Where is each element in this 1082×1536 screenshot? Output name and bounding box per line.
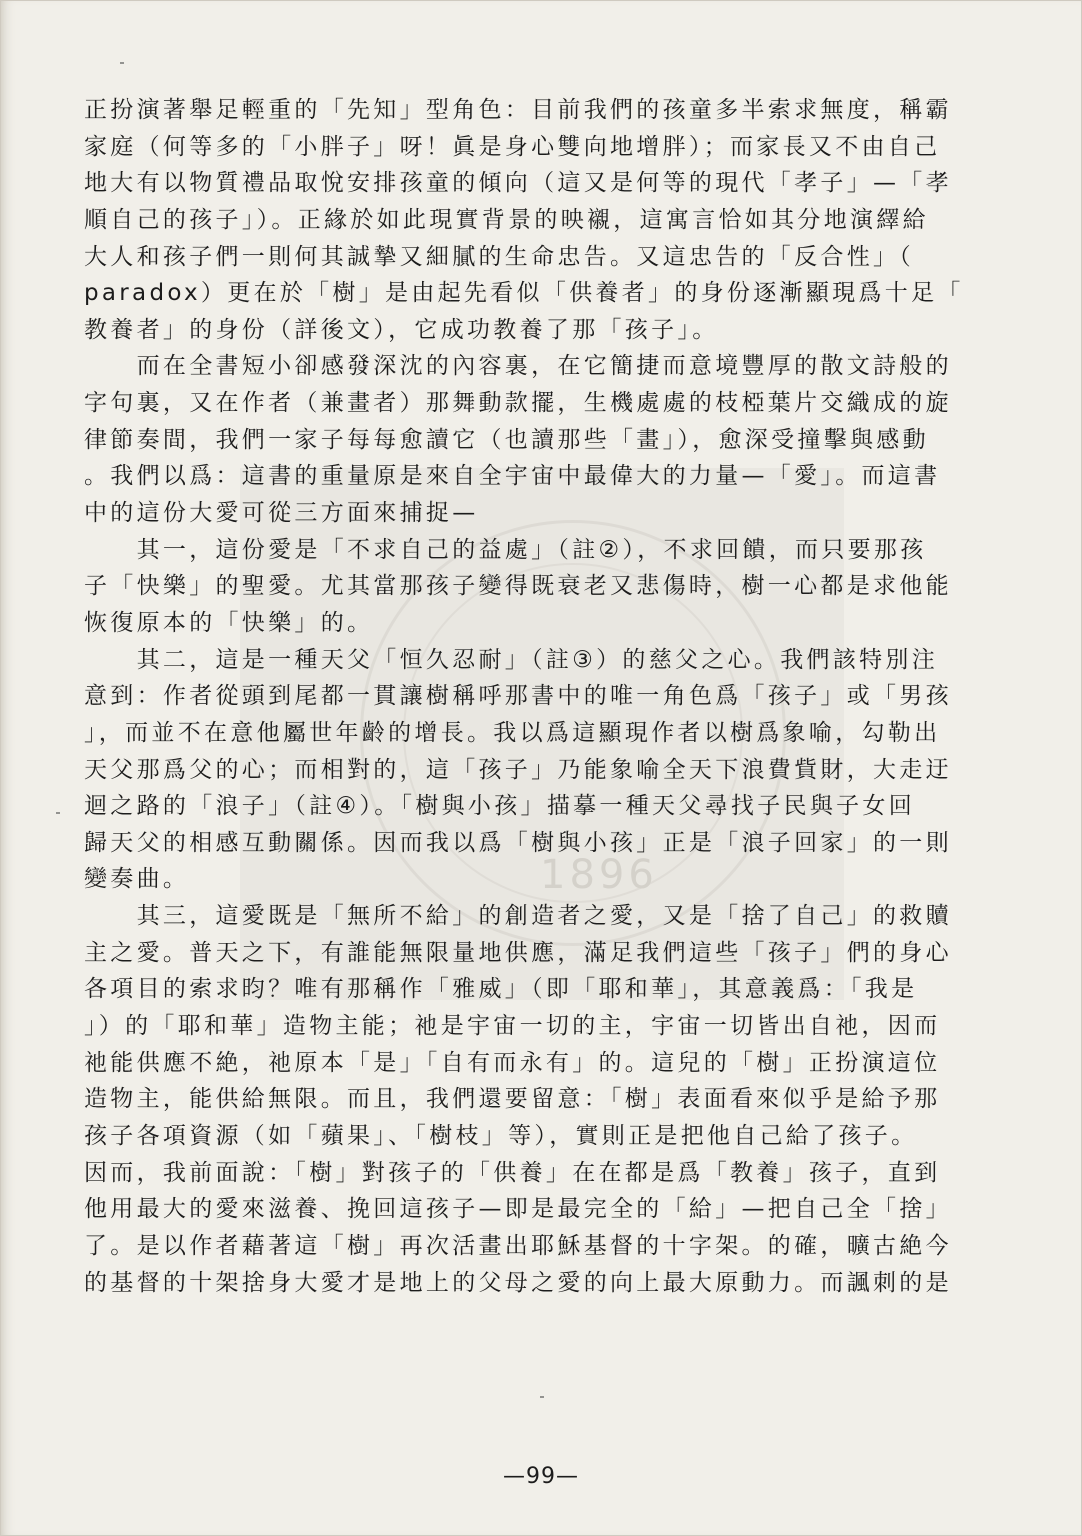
scan-speck	[540, 1396, 544, 1398]
text-line: 造物主，能供給無限。而且，我們還要留意：「樹」表面看來似乎是給予那	[84, 1086, 941, 1113]
text-line: 。我們以爲：這書的重量原是來自全宇宙中最偉大的力量—「愛」。而這書	[84, 463, 941, 490]
text-line: 其三，這愛既是「無所不給」的創造者之愛，又是「捨了自己」的救贖	[84, 903, 952, 930]
scan-speck	[56, 812, 60, 814]
seal-year: 1896	[540, 852, 658, 898]
text-line: 」）的「耶和華」造物主能；祂是宇宙一切的主，宇宙一切皆出自祂，因而	[84, 1013, 941, 1040]
text-line: 教養者」的身份（詳後文），它成功教養了那「孩子」。	[84, 316, 719, 343]
scan-speck	[120, 62, 124, 64]
text-line: 家庭（何等多的「小胖子」呀！眞是身心雙向地增胖）；而家長又不由自己	[84, 133, 941, 160]
text-line: 歸天父的相感互動關係。因而我以爲「樹與小孩」正是「浪子回家」的一則	[84, 829, 952, 856]
text-line: 變奏曲。	[84, 866, 190, 893]
text-line: 大人和孩子們一則何其誠摯又細膩的生命忠告。又這忠告的「反合性」（	[84, 243, 915, 270]
text-line: 字句裏，又在作者（兼畫者）那舞動款擺，生機處處的枝椏葉片交織成的旋	[84, 390, 952, 417]
page-number: —99—	[503, 1464, 579, 1489]
text-line: paradox）更在於「樹」是由起先看似「供養者」的身份逐漸顯現爲十足「	[84, 280, 964, 307]
text-line: 主之愛。普天之下，有誰能無限量地供應，滿足我們這些「孩子」們的身心	[84, 939, 952, 966]
text-line: 子「快樂」的聖愛。尤其當那孩子變得既衰老又悲傷時，樹一心都是求他能	[84, 573, 952, 600]
text-line: 」，而並不在意他屬世年齡的增長。我以爲這顯現作者以樹爲象喻，勾勒出	[84, 719, 941, 746]
text-line: 中的這份大愛可從三方面來捕捉—	[84, 500, 479, 527]
text-line: 孩子各項資源（如「蘋果」、「樹枝」等），實則正是把他自己給了孩子。	[84, 1122, 918, 1149]
text-line: 因而，我前面說：「樹」對孩子的「供養」在在都是爲「教養」孩子，直到	[84, 1159, 941, 1186]
text-line: 祂能供應不絶，祂原本「是」「自有而永有」的。這兒的「樹」正扮演這位	[84, 1049, 941, 1076]
text-line: 而在全書短小卻感發深沈的內容裏，在它簡捷而意境豐厚的散文詩般的	[84, 353, 952, 380]
text-line: 各項目的索求昀？唯有那稱作「雅威」（即「耶和華」，其意義爲：「我是	[84, 976, 918, 1003]
text-line: 的基督的十架捨身大愛才是地上的父母之愛的向上最大原動力。而諷刺的是	[84, 1269, 952, 1296]
text-line: 律節奏間，我們一家子每每愈讀它（也讀那些「畫」），愈深受撞擊與感動	[84, 426, 929, 453]
text-line: 正扮演著舉足輕重的「先知」型角色：目前我們的孩童多半索求無度，稱霸	[84, 97, 952, 123]
text-line: 其一，這份愛是「不求自己的益處」（註②），不求回饋，而只要那孩	[84, 536, 927, 563]
text-line: 其二，這是一種天父「恒久忍耐」（註③）的慈父之心。我們該特別注	[84, 646, 939, 673]
text-line: 天父那爲父的心；而相對的，這「孩子」乃能象喻全天下浪費貲財，大走迂	[84, 756, 952, 783]
text-line: 意到：作者從頭到尾都一貫讓樹稱呼那書中的唯一角色爲「孩子」或「男孩	[84, 683, 952, 710]
text-line: 迴之路的「浪子」（註④）。「樹與小孩」描摹一種天父尋找子民與子女回	[84, 793, 916, 820]
text-line: 順自己的孩子」）。正緣於如此現實背景的映襯，這寓言恰如其分地演繹給	[84, 206, 929, 233]
text-line: 恢復原本的「快樂」的。	[84, 609, 374, 636]
text-line: 了。是以作者藉著這「樹」再次活畫出耶穌基督的十字架。的確，曠古絶今	[84, 1232, 952, 1259]
text-line: 他用最大的愛來滋養、挽回這孩子—即是最完全的「給」—把自己全「捨」	[84, 1196, 952, 1223]
text-line: 地大有以物質禮品取悅安排孩童的傾向（這又是何等的現代「孝子」—「孝	[84, 170, 952, 197]
body-text	[84, 92, 964, 1301]
